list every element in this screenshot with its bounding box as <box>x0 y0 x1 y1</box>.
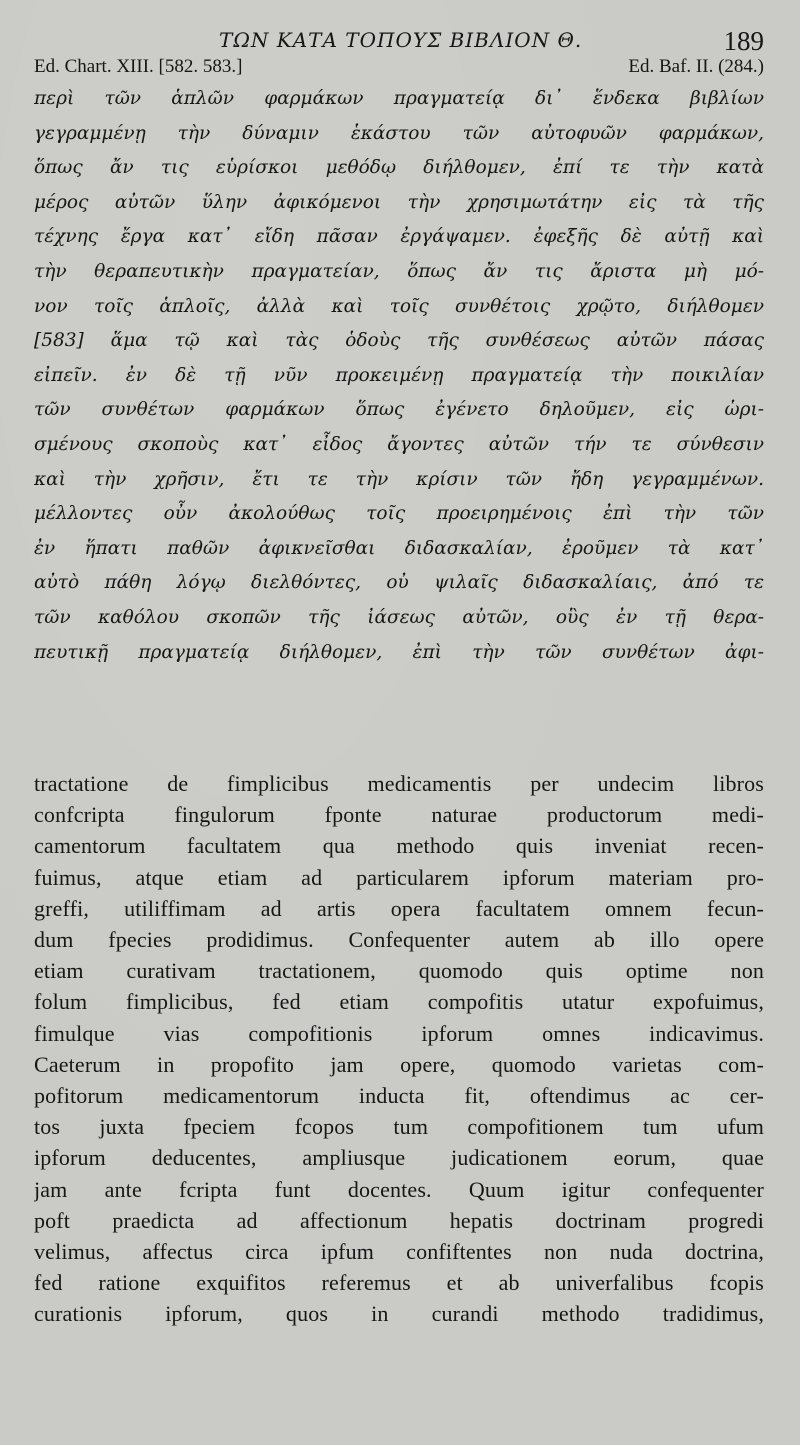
greek-text-line: γεγραμμένῃ τὴν δύναμιν ἑκάστου τῶν αὐτοφυῶν φαρμάκων, <box>34 122 764 144</box>
greek-text-line: τῶν συνθέτων φαρμάκων ὅπως ἐγένετο δηλοῦμεν, εἰς ὡρι- <box>34 399 764 421</box>
latin-text-line: confcripta fingulorum fponte naturae productorum medi- <box>34 802 764 828</box>
greek-text-line: τέχνης ἔργα κατ᾽ εἴδη πᾶσαν ἐργάψαμεν. ἐφεξῆς δὲ αὐτῇ καὶ <box>34 226 764 248</box>
edition-reference-line <box>34 52 764 82</box>
greek-text-line: σμένους σκοποὺς κατ᾽ εἶδος ἄγοντες αὐτῶν τήν τε σύνθεσιν <box>34 433 764 455</box>
latin-text-line: fuimus, atque etiam ad particularem ipforum materiam pro- <box>34 864 764 890</box>
running-head <box>34 0 764 56</box>
greek-text-line: ὅπως ἄν τις εὑρίσκοι μεθόδῳ διήλθομεν, ἐπί τε τὴν κατὰ <box>34 157 764 179</box>
latin-text-line: velimus, affectus circa ipfum confiftentes non nuda doctrina, <box>34 1238 764 1264</box>
edition-reference-left: Ed. Chart. XIII. [582. 583.] <box>34 56 243 77</box>
greek-text-line: [583] ἅμα τῷ καὶ τὰς ὁδοὺς τῆς συνθέσεως αὐτῶν πάσας <box>34 330 764 352</box>
latin-text-line: etiam curativam tractationem, quomodo quis optime non <box>34 958 764 984</box>
greek-text-line: καὶ τὴν χρῆσιν, ἔτι τε τὴν κρίσιν τῶν ἤδη γεγραμμένων. <box>34 468 764 490</box>
latin-text-line: Caeterum in propofito jam opere, quomodo varietas com- <box>34 1051 764 1077</box>
latin-text-line: folum fimplicibus, fed etiam compofitis utatur expofuimus, <box>34 989 764 1015</box>
latin-text-line: jam ante fcripta funt docentes. Quum igitur confequenter <box>34 1176 764 1202</box>
greek-text-line: τὴν θεραπευτικὴν πραγματείαν, ὅπως ἄν τις ἄριστα μὴ μό- <box>34 260 764 282</box>
latin-text-line: ipforum deducentes, ampliusque judicationem eorum, quae <box>34 1145 764 1171</box>
greek-text-block <box>34 82 764 670</box>
latin-text-line: poft praedicta ad affectionum hepatis doctrinam progredi <box>34 1207 764 1233</box>
latin-text-line: fimulque vias compofitionis ipforum omnes indicavimus. <box>34 1020 764 1046</box>
greek-text-line: τῶν καθόλου σκοπῶν τῆς ἰάσεως αὐτῶν, οὓς ἐν τῇ θερα- <box>34 606 764 628</box>
edition-reference-right: Ed. Baf. II. (284.) <box>628 56 764 77</box>
latin-text-block <box>34 768 764 1329</box>
greek-text-line: μέρος αὐτῶν ὕλην ἀφικόμενοι τὴν χρησιμωτάτην εἰς τὰ τῆς <box>34 191 764 213</box>
latin-text-line: greffi, utiliffimam ad artis opera facultatem omnem fecun- <box>34 895 764 921</box>
greek-text-line: μέλλοντες οὖν ἀκολούθως τοῖς προειρημένοις ἐπὶ τὴν τῶν <box>34 503 764 525</box>
greek-text-line: περὶ τῶν ἁπλῶν φαρμάκων πραγματείᾳ δι᾽ ἕνδεκα βιβλίων <box>34 88 764 109</box>
column-gap <box>34 670 764 768</box>
latin-text-line: tos juxta fpeciem fcopos tum compofitionem tum ufum <box>34 1114 764 1140</box>
running-title: ΤΩΝ ΚΑΤΑ ΤΟΠΟΥΣ ΒΙΒΛΙΟΝ Θ. <box>219 28 583 52</box>
latin-text-line: dum fpecies prodidimus. Confequenter autem ab illo opere <box>34 927 764 953</box>
latin-text-line: curationis ipforum, quos in curandi methodo tradidimus, <box>34 1301 764 1327</box>
greek-text-line: αὐτὸ πάθη λόγῳ διελθόντες, οὐ ψιλαῖς διδασκαλίαις, ἀπό τε <box>34 572 764 594</box>
greek-text-line: νον τοῖς ἁπλοῖς, ἀλλὰ καὶ τοῖς συνθέτοις χρῷτο, διήλθομεν <box>34 295 764 317</box>
page-number: 189 <box>723 26 764 56</box>
latin-text-line: camentorum facultatem qua methodo quis inveniat recen- <box>34 833 764 859</box>
greek-text-line: εἰπεῖν. ἐν δὲ τῇ νῦν προκειμένῃ πραγματείᾳ τὴν ποικιλίαν <box>34 364 764 386</box>
greek-text-line: πευτικῇ πραγματείᾳ διήλθομεν, ἐπὶ τὴν τῶν συνθέτων ἀφι- <box>34 641 764 663</box>
latin-text-line: pofitorum medicamentorum inducta fit, oftendimus ac cer- <box>34 1082 764 1108</box>
latin-text-line: fed ratione exquifitos referemus et ab univerfalibus fcopis <box>34 1270 764 1296</box>
latin-text-line: tractatione de fimplicibus medicamentis per undecim libros <box>34 771 764 797</box>
greek-text-line: ἐν ἥπατι παθῶν ἀφικνεῖσθαι διδασκαλίαν, ἐροῦμεν τὰ κατ᾽ <box>34 537 764 559</box>
